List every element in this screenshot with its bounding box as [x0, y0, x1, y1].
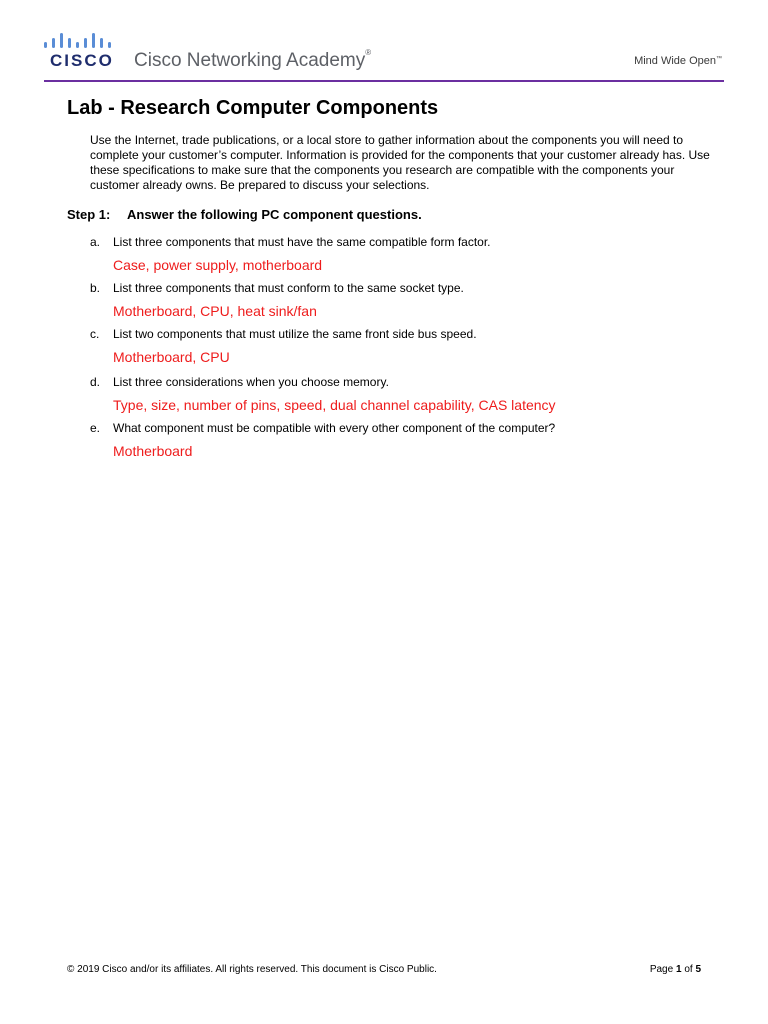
copyright-notice: © 2019 Cisco and/or its affiliates. All rights reserved. This document is Cisco Public. — [67, 964, 437, 975]
answer-text: Motherboard, CPU — [113, 349, 230, 365]
tagline — [634, 56, 722, 67]
academy-name-text: Cisco Networking Academy — [134, 50, 366, 71]
question-letter: e. — [90, 421, 101, 435]
cisco-logo — [44, 30, 116, 70]
step-heading — [67, 207, 422, 223]
question-item-b — [90, 281, 720, 320]
answer-text: Case, power supply, motherboard — [113, 257, 323, 273]
page-current: 1 — [675, 964, 682, 975]
trademark-mark: ™ — [716, 56, 722, 62]
intro-paragraph: Use the Internet, trade publications, or a local store to gather information about the components you will need to complete your customer’s computer. Information is provided for the components that your customer already has. Use these specifications to make sure that the components you research are compatible with the components your customer already owns. Be prepared to discuss your selections. — [90, 133, 710, 192]
question-letter: c. — [90, 327, 100, 341]
page-title: Lab - Research Computer Components — [67, 97, 439, 119]
question — [90, 421, 720, 436]
question-text: What component must be compatible with every other component of the computer? — [113, 421, 556, 435]
question-text: List three considerations when you choose memory. — [113, 375, 389, 389]
answer-text: Motherboard — [113, 443, 193, 459]
step-text: Answer the following PC component questions. — [127, 207, 422, 222]
question — [90, 281, 720, 296]
question-item-e — [90, 421, 720, 460]
page-header — [0, 0, 768, 80]
question-text: List three components that must conform to the same socket type. — [113, 281, 464, 295]
academy-name — [134, 48, 372, 71]
cisco-wordmark: CISCO — [50, 51, 114, 70]
page-total: 5 — [695, 964, 701, 975]
question-text: List three components that must have the same compatible form factor. — [113, 235, 491, 249]
step-label: Step 1: — [67, 207, 111, 222]
question-letter: d. — [90, 375, 101, 389]
question-item-c — [90, 327, 720, 366]
question-item-a — [90, 235, 720, 274]
question-item-d — [90, 375, 720, 414]
header-divider — [44, 80, 724, 82]
page-of: of — [684, 964, 693, 975]
tagline-text: Mind Wide Open — [634, 55, 716, 67]
question-letter: b. — [90, 281, 101, 295]
question — [90, 235, 720, 250]
question — [90, 375, 720, 390]
question-text: List two components that must utilize the same front side bus speed. — [113, 327, 477, 341]
registered-mark: ® — [365, 48, 372, 57]
page-number — [650, 965, 701, 975]
question — [90, 327, 720, 342]
cisco-bars-icon — [44, 30, 116, 50]
question-letter: a. — [90, 235, 101, 249]
answer-text: Type, size, number of pins, speed, dual channel capability, CAS latency — [113, 397, 556, 413]
answer-text: Motherboard, CPU, heat sink/fan — [113, 303, 317, 319]
page-word: Page — [649, 964, 674, 975]
